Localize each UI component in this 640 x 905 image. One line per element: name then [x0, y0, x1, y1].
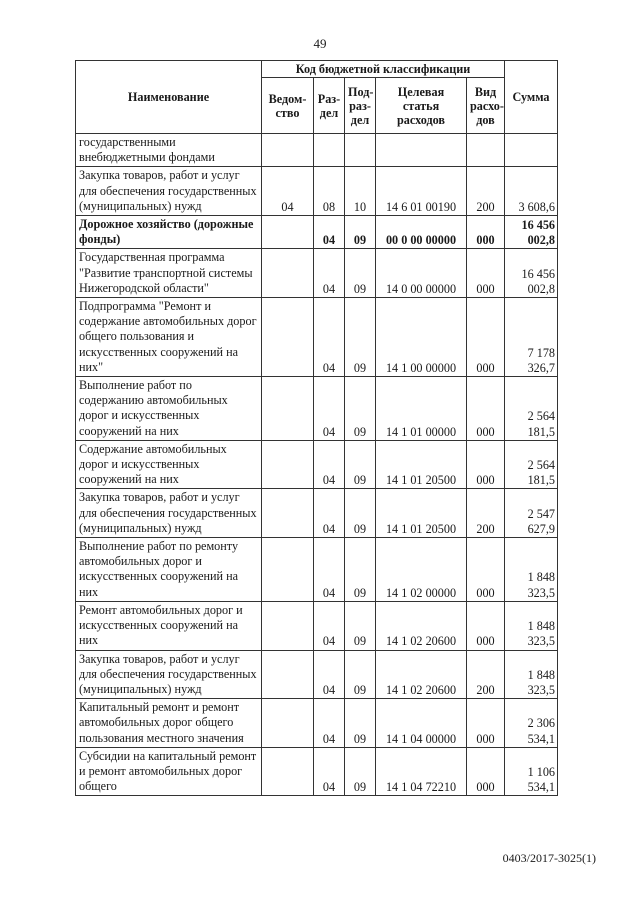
- row-podrazdel: 09: [345, 538, 376, 602]
- row-target: 14 0 00 00000: [376, 249, 467, 298]
- row-razdel: 04: [314, 489, 345, 538]
- header-vid: Вид расхо-дов: [467, 78, 505, 134]
- row-name: Выполнение работ по ремонту автомобильных дорог и искусственных сооружений на них: [76, 538, 262, 602]
- row-sum: [505, 134, 558, 167]
- row-sum: 7 178 326,7: [505, 298, 558, 377]
- row-razdel: 04: [314, 747, 345, 796]
- row-sum: 1 106 534,1: [505, 747, 558, 796]
- row-vedomstvo: [262, 650, 314, 699]
- row-sum: 16 456 002,8: [505, 249, 558, 298]
- row-target: 14 1 01 20500: [376, 440, 467, 489]
- table-row: [76, 489, 558, 538]
- row-name: Подпрограмма "Ремонт и содержание автомобильных дорог общего пользования и искусственных сооружений на них": [76, 298, 262, 377]
- row-sum: 16 456 002,8: [505, 216, 558, 249]
- row-podrazdel: 10: [345, 167, 376, 216]
- row-vid: 200: [467, 650, 505, 699]
- row-vid: 000: [467, 249, 505, 298]
- row-razdel: 04: [314, 440, 345, 489]
- row-sum: 3 608,6: [505, 167, 558, 216]
- row-vid: 000: [467, 440, 505, 489]
- header-vedomstvo: Ведом-ство: [262, 78, 314, 134]
- row-vid: 200: [467, 167, 505, 216]
- row-vedomstvo: [262, 216, 314, 249]
- row-razdel: 08: [314, 167, 345, 216]
- row-vedomstvo: [262, 489, 314, 538]
- row-sum: 2 547 627,9: [505, 489, 558, 538]
- row-podrazdel: 09: [345, 699, 376, 748]
- header-sum: Сумма: [505, 61, 558, 134]
- header-classification-group: Код бюджетной классификации: [262, 61, 505, 78]
- document-code: 0403/2017-3025(1): [502, 851, 596, 865]
- row-vid: 000: [467, 298, 505, 377]
- row-podrazdel: 09: [345, 440, 376, 489]
- header-podrazdel: Под-раз-дел: [345, 78, 376, 134]
- row-name: Ремонт автомобильных дорог и искусственных сооружений на них: [76, 601, 262, 650]
- table-row: [76, 747, 558, 796]
- row-target: 14 1 02 00000: [376, 538, 467, 602]
- table-row: [76, 538, 558, 602]
- row-vid: 200: [467, 489, 505, 538]
- row-vedomstvo: [262, 699, 314, 748]
- row-vedomstvo: [262, 747, 314, 796]
- row-razdel: 04: [314, 249, 345, 298]
- row-vedomstvo: [262, 601, 314, 650]
- row-sum: 1 848 323,5: [505, 650, 558, 699]
- row-podrazdel: 09: [345, 298, 376, 377]
- table-header: [76, 61, 558, 134]
- table-row: [76, 699, 558, 748]
- row-podrazdel: 09: [345, 650, 376, 699]
- row-podrazdel: [345, 134, 376, 167]
- row-vid: [467, 134, 505, 167]
- row-podrazdel: 09: [345, 489, 376, 538]
- budget-table: [75, 60, 558, 796]
- row-name: Государственная программа "Развитие транспортной системы Нижегородской области": [76, 249, 262, 298]
- row-vid: 000: [467, 216, 505, 249]
- table-row: [76, 167, 558, 216]
- row-vedomstvo: [262, 298, 314, 377]
- row-razdel: 04: [314, 699, 345, 748]
- row-podrazdel: 09: [345, 377, 376, 441]
- row-sum: 1 848 323,5: [505, 601, 558, 650]
- header-row-1: [76, 61, 558, 78]
- table-row: [76, 440, 558, 489]
- row-vid: 000: [467, 538, 505, 602]
- row-target: 14 1 04 72210: [376, 747, 467, 796]
- row-target: 14 6 01 00190: [376, 167, 467, 216]
- row-target: 14 1 02 20600: [376, 650, 467, 699]
- row-vedomstvo: [262, 538, 314, 602]
- row-sum: 2 564 181,5: [505, 377, 558, 441]
- row-podrazdel: 09: [345, 216, 376, 249]
- table-row: [76, 249, 558, 298]
- row-razdel: 04: [314, 298, 345, 377]
- row-name: Субсидии на капитальный ремонт и ремонт автомобильных дорог общего: [76, 747, 262, 796]
- row-vedomstvo: [262, 440, 314, 489]
- row-podrazdel: 09: [345, 747, 376, 796]
- row-vedomstvo: [262, 134, 314, 167]
- table-row: [76, 298, 558, 377]
- table-row: [76, 216, 558, 249]
- table-row: [76, 601, 558, 650]
- row-name: Содержание автомобильных дорог и искусственных сооружений на них: [76, 440, 262, 489]
- row-target: [376, 134, 467, 167]
- header-name: Наименование: [76, 61, 262, 134]
- table-row: [76, 650, 558, 699]
- row-razdel: 04: [314, 216, 345, 249]
- row-vid: 000: [467, 747, 505, 796]
- table-body: [76, 134, 558, 796]
- row-name: государственными внебюджетными фондами: [76, 134, 262, 167]
- row-vid: 000: [467, 699, 505, 748]
- row-target: 14 1 01 20500: [376, 489, 467, 538]
- row-razdel: 04: [314, 650, 345, 699]
- row-sum: 2 564 181,5: [505, 440, 558, 489]
- row-target: 14 1 02 20600: [376, 601, 467, 650]
- row-name: Закупка товаров, работ и услуг для обеспечения государственных (муниципальных) нужд: [76, 489, 262, 538]
- row-vedomstvo: [262, 249, 314, 298]
- row-razdel: 04: [314, 538, 345, 602]
- row-podrazdel: 09: [345, 601, 376, 650]
- row-vedomstvo: [262, 377, 314, 441]
- row-sum: 2 306 534,1: [505, 699, 558, 748]
- row-sum: 1 848 323,5: [505, 538, 558, 602]
- table-row: [76, 134, 558, 167]
- header-razdel: Раз-дел: [314, 78, 345, 134]
- row-vid: 000: [467, 377, 505, 441]
- row-name: Закупка товаров, работ и услуг для обеспечения государственных (муниципальных) нужд: [76, 650, 262, 699]
- header-target: Целевая статья расходов: [376, 78, 467, 134]
- row-target: 14 1 00 00000: [376, 298, 467, 377]
- page-number: 49: [313, 36, 327, 51]
- row-razdel: 04: [314, 601, 345, 650]
- row-name: Дорожное хозяйство (дорожные фонды): [76, 216, 262, 249]
- row-name: Выполнение работ по содержанию автомобильных дорог и искусственных сооружений на них: [76, 377, 262, 441]
- row-target: 00 0 00 00000: [376, 216, 467, 249]
- row-vedomstvo: 04: [262, 167, 314, 216]
- table-row: [76, 377, 558, 441]
- row-target: 14 1 01 00000: [376, 377, 467, 441]
- row-podrazdel: 09: [345, 249, 376, 298]
- row-vid: 000: [467, 601, 505, 650]
- row-razdel: 04: [314, 377, 345, 441]
- row-name: Капитальный ремонт и ремонт автомобильных дорог общего пользования местного значения: [76, 699, 262, 748]
- row-target: 14 1 04 00000: [376, 699, 467, 748]
- row-razdel: [314, 134, 345, 167]
- row-name: Закупка товаров, работ и услуг для обеспечения государственных (муниципальных) нужд: [76, 167, 262, 216]
